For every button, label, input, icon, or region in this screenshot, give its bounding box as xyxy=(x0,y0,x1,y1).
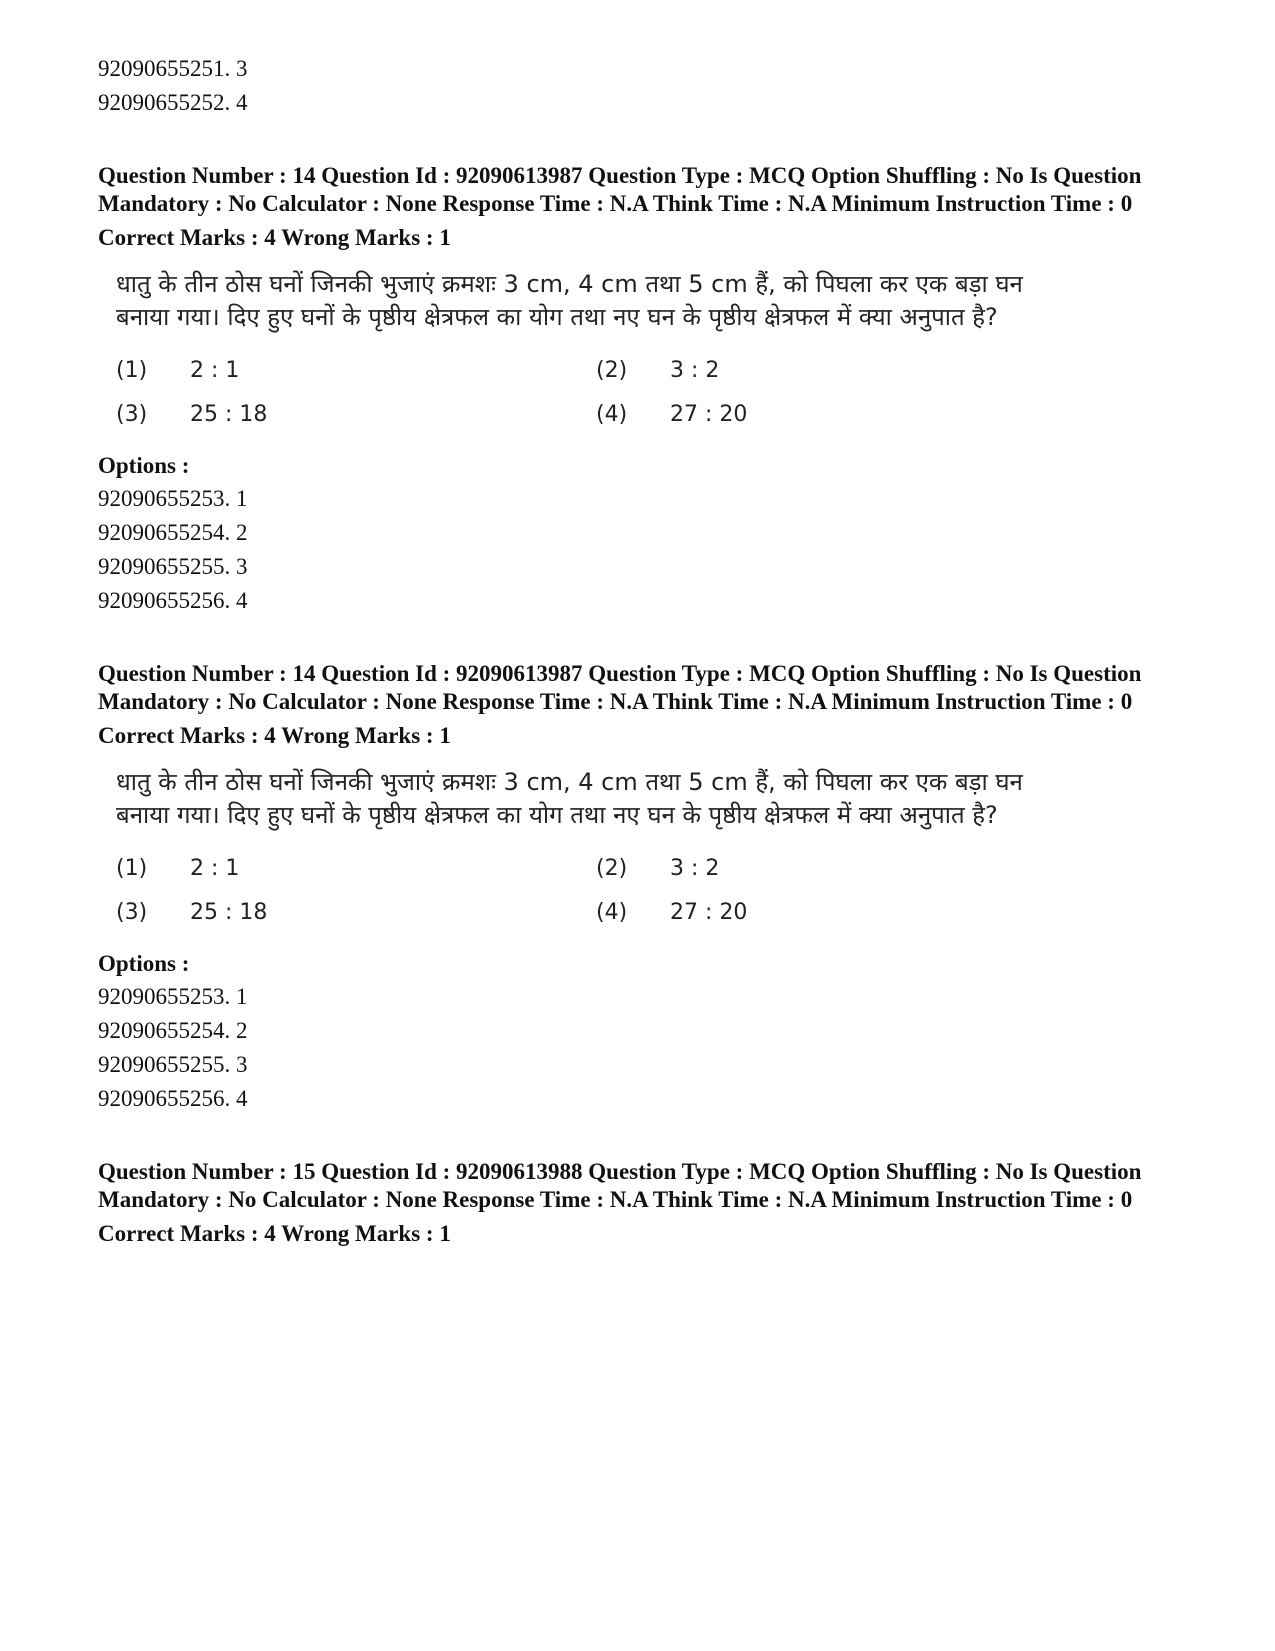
choice-item: (4) 27 : 20 xyxy=(596,402,748,427)
question-meta: Question Number : 14 Question Id : 92090613987 Question Type : MCQ Option Shuffling : No Is Question Mandatory : No Calculator : None Response Time : N.A Think Time : N.A Minimum Instruction Time : 0 xyxy=(98,163,1142,216)
choice-item: (3) 25 : 18 xyxy=(116,900,268,925)
options-list xyxy=(98,482,1198,618)
choice-item: (1) 2 : 1 xyxy=(116,358,240,383)
option-line: 92090655253. 1 xyxy=(98,486,248,511)
question-choices xyxy=(116,854,1076,928)
option-line: 92090655256. 4 xyxy=(98,588,248,613)
option-line: 92090655255. 3 xyxy=(98,554,248,579)
question-block xyxy=(98,162,1198,618)
question-text: धातु के तीन ठोस घनों जिनकी भुजाएं क्रमशः 3 cm, 4 cm तथा 5 cm हैं, को पिघला कर एक बड़ा घन बनाया गया। दिए हुए घनों के पृष्ठीय क्षेत्रफल का योग तथा नए घन के पृष्ठीय क्षेत्रफल में क्या अनुपात है? xyxy=(116,270,1023,331)
question-block xyxy=(98,1158,1198,1248)
question-choices xyxy=(116,356,1076,430)
previous-options-list xyxy=(98,52,1198,120)
question-image xyxy=(116,268,1076,430)
options-heading: Options : xyxy=(98,453,190,478)
option-line: 92090655253. 1 xyxy=(98,984,248,1009)
question-marks: Correct Marks : 4 Wrong Marks : 1 xyxy=(98,1221,451,1246)
choice-item: (1) 2 : 1 xyxy=(116,856,240,881)
option-line: 92090655254. 2 xyxy=(98,520,248,545)
question-meta: Question Number : 15 Question Id : 92090613988 Question Type : MCQ Option Shuffling : No Is Question Mandatory : No Calculator : None Response Time : N.A Think Time : N.A Minimum Instruction Time : 0 xyxy=(98,1159,1142,1212)
options-heading: Options : xyxy=(98,951,190,976)
options-list xyxy=(98,980,1198,1116)
option-line: 92090655254. 2 xyxy=(98,1018,248,1043)
question-image xyxy=(116,766,1076,928)
option-line: 92090655251. 3 xyxy=(98,56,248,81)
choice-item: (2) 3 : 2 xyxy=(596,358,720,383)
choice-item: (4) 27 : 20 xyxy=(596,900,748,925)
question-block xyxy=(98,660,1198,1116)
choice-item: (3) 25 : 18 xyxy=(116,402,268,427)
question-text: धातु के तीन ठोस घनों जिनकी भुजाएं क्रमशः 3 cm, 4 cm तथा 5 cm हैं, को पिघला कर एक बड़ा घन बनाया गया। दिए हुए घनों के पृष्ठीय क्षेत्रफल का योग तथा नए घन के पृष्ठीय क्षेत्रफल में क्या अनुपात है? xyxy=(116,768,1023,829)
option-line: 92090655255. 3 xyxy=(98,1052,248,1077)
option-line: 92090655252. 4 xyxy=(98,90,248,115)
question-marks: Correct Marks : 4 Wrong Marks : 1 xyxy=(98,225,451,250)
question-meta: Question Number : 14 Question Id : 92090613987 Question Type : MCQ Option Shuffling : No Is Question Mandatory : No Calculator : None Response Time : N.A Think Time : N.A Minimum Instruction Time : 0 xyxy=(98,661,1142,714)
choice-item: (2) 3 : 2 xyxy=(596,856,720,881)
option-line: 92090655256. 4 xyxy=(98,1086,248,1111)
question-marks: Correct Marks : 4 Wrong Marks : 1 xyxy=(98,723,451,748)
document-page xyxy=(98,52,1198,1248)
